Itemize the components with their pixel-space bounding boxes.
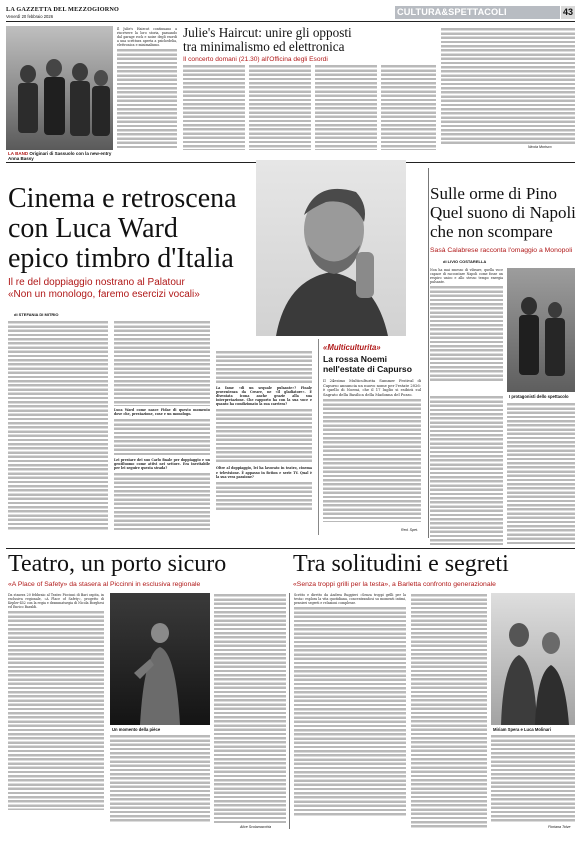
solitudini-author: Floriana Tolve [548, 825, 571, 829]
ward-col2-lines-c [114, 472, 210, 530]
ward-question-5: La fame «di un sequale pulsante»? Finale provenienza da Creare, ne «Il gladiatore». È diventata icona anche grazie alla sua interpretazione. Che rapporto ha con la sua voce e quanto ha condizionato la sua carriera? [216, 386, 312, 407]
issue-date: Venerdì 20 febbraio 2026 [6, 14, 54, 19]
haircut-column-2 [183, 64, 245, 150]
ward-deck [8, 277, 278, 301]
ward-headline-line3: epico timbro d'Italia [8, 243, 234, 274]
ward-question-2: Lei prestare dei suo Carlo finale per doppiaggio e un gentiluomo come attivi nei settore. Era inevitabile per lei seguire questa strada? [114, 458, 210, 471]
pino-col1-lines [430, 285, 503, 381]
ward-question-1: Luca Ward come nasce Fidae di questo momento dove che, prestazione, cose e un monologo. [114, 408, 210, 417]
masthead-title: LA GAZZETTA DEL MEZZOGIORNO [6, 6, 120, 13]
band-photo [6, 26, 113, 150]
solitudini-column-3 [491, 734, 575, 822]
ward-col2-lines-a [114, 320, 210, 406]
pino-deck: Sasà Calabrese racconta l'omaggio a Monopoli [430, 247, 573, 254]
haircut-title-line2: tra minimalismo ed elettronica [183, 39, 345, 54]
bottom-divider [289, 593, 290, 829]
ward-col2-lines-b [114, 418, 210, 456]
ward-headline [8, 184, 268, 274]
festival-title-line2: nell'estate di Capurso [323, 364, 412, 374]
pino-column-1 [430, 268, 503, 392]
festival-kicker: «Multiculturita» [323, 343, 381, 352]
haircut-author: Nicola Morisco [528, 145, 552, 149]
ward-portrait [256, 160, 406, 336]
band-members-illustration [6, 26, 113, 150]
pino-column-3 [507, 402, 575, 545]
ward-portrait-illustration [256, 160, 406, 336]
festival-lead: Il 24esimo Multiculturita Summer Festival di Capurso annuncia un nuovo nome per l'estate 2026: è quello di Noemi, che il 17 luglio si esibirà sul Sagrato della Basilica della Madonna del Pozzo. [323, 379, 421, 397]
solitudini-photo-caption: Miriam Spera e Luca Molinari [493, 727, 551, 732]
band-caption-text: Originari di Sassuolo con la new-entry Anna Bassy [8, 151, 112, 161]
haircut-column-6 [441, 27, 575, 144]
solitudini-col1-lines [294, 606, 406, 816]
ward-col3-lines-b [216, 408, 312, 464]
ward-headline-line1: Cinema e retroscena [8, 183, 237, 214]
haircut-intro: Il Julie's Haircut continuano a riscrivere la loro storia, passando dal garage rock e noise degli esordi a una scrittura aperta a psichedelia, elettronica e minimalismo. [117, 27, 177, 48]
ward-question-4: Oltre al doppiaggio, lei ha lavorato in teatro, cinema e televisione. È appasso in fiction e serie TV. Qual è la sua vera passione? [216, 466, 312, 479]
festival-body [323, 379, 421, 527]
ward-column-1 [8, 320, 108, 530]
middle-rule [6, 548, 575, 549]
page-number: 43 [562, 7, 573, 17]
solitudini-column-2 [411, 593, 487, 829]
ward-col3-lines-c [216, 481, 312, 511]
pino-byline: di LIVIO COSTARELLA [443, 259, 487, 264]
safety-column-2 [110, 734, 210, 822]
ward-headline-line2: con Luca Ward [8, 213, 178, 244]
ward-deck-line2: «Non un monologo, faremo esercizi vocali» [8, 289, 200, 300]
solitudini-photo [491, 593, 575, 725]
pino-lead: Non ha mai smesso di vibrare, quella voce capace di raccontare Napoli come fosse un respiro unico e allo stesso tempo energia pulsante. [430, 268, 503, 285]
band-caption-label: LA BAND [8, 151, 29, 156]
solitudini-headline: Tra solitudini e segreti [293, 551, 509, 577]
solitudini-actors-illustration [491, 593, 575, 725]
safety-column-1 [8, 593, 104, 823]
haircut-column-1 [117, 27, 177, 149]
safety-stage-illustration [110, 593, 210, 725]
haircut-title [183, 26, 433, 63]
pino-photo [507, 268, 575, 392]
ward-column-3 [216, 350, 312, 530]
festival-text-lines [323, 398, 421, 522]
safety-author: Alice Scolamacchia [240, 825, 272, 829]
festival-author: Red. Spet. [401, 528, 418, 532]
haircut-text-lines [117, 48, 177, 148]
safety-headline: Teatro, un porto sicuro [8, 551, 227, 577]
safety-deck: «A Place of Safety» da stasera al Piccinni in esclusiva regionale [8, 581, 201, 588]
solitudini-lead: Scritto e diretto da Andrea Ruggieri «Senza troppi grilli per la testa» esplora la vita quotidiana, concentrandosi su momenti intimi, pensieri segreti e relazioni complesse. [294, 593, 406, 606]
header-rule [6, 21, 575, 22]
festival-title-line1: La rossa Noemi [323, 354, 387, 364]
pino-headline [430, 184, 578, 241]
haircut-column-4 [315, 64, 377, 150]
pino-headline-line3: che non scompare [430, 222, 553, 241]
pino-divider [428, 168, 429, 538]
band-photo-caption [8, 151, 118, 161]
festival-title [323, 354, 423, 374]
safety-photo [110, 593, 210, 725]
masthead [6, 6, 206, 19]
haircut-subtitle: Il concerto domani (21.30) all'Officina degli Esordi [183, 56, 328, 63]
festival-box [318, 339, 424, 535]
pino-performers-illustration [507, 268, 575, 392]
ward-byline: di STEFANIA DI MITRIO [14, 312, 59, 317]
ward-column-2 [114, 320, 210, 530]
haircut-column-5 [381, 64, 436, 150]
safety-col1-lines [8, 610, 104, 810]
pino-photo-caption: I protagonisti dello spettacolo [509, 394, 569, 399]
safety-column-3 [214, 593, 286, 823]
haircut-column-3 [249, 64, 311, 150]
safety-photo-caption: Un momento della pièce [112, 727, 161, 732]
safety-lead: Da stasera 20 febbraio al Teatro Piccinni di Bari ospita, in esclusiva regionale, «A Place of Safety», progetto di Kepler-452 con la regia e drammaturgia di Nicola Borghesi ed Enrico Baraldi. [8, 593, 104, 610]
ward-deck-line1: Il re del doppiaggio nostrano al Palatour [8, 277, 185, 288]
solitudini-deck: «Senza troppi grilli per la testa», a Barletta confronto generazionale [293, 581, 496, 588]
haircut-title-line1: Julie's Haircut: unire gli opposti [183, 25, 352, 40]
section-title: CULTURA&SPETTACOLI [397, 7, 507, 17]
solitudini-column-1 [294, 593, 406, 829]
ward-col3-lines-a [216, 350, 312, 384]
pino-headline-line1: Sulle orme di Pino [430, 184, 558, 203]
pino-headline-line2: Quel suono di Napoli [430, 203, 576, 222]
pino-column-2 [430, 395, 503, 545]
